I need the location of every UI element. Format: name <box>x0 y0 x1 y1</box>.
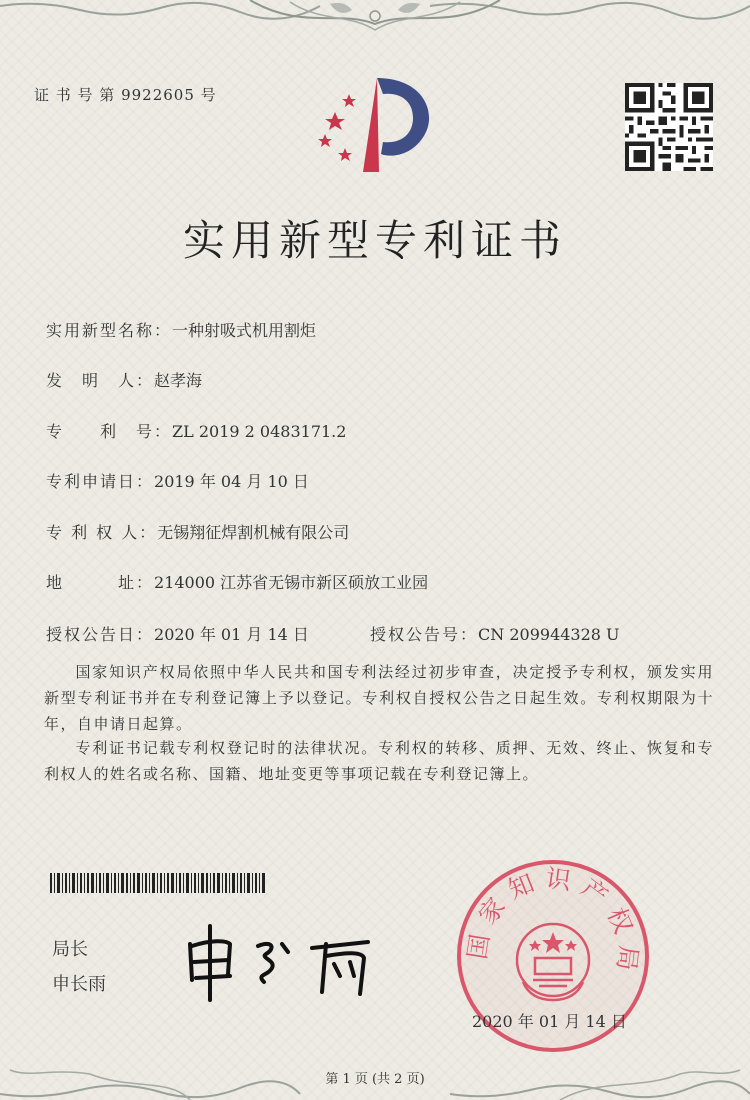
field-filing-date <box>46 469 309 492</box>
director-signature <box>180 918 380 1003</box>
certificate-number: 证 书 号 第 9922605 号 <box>34 86 217 104</box>
field-value: 2019 年 04 月 10 日 <box>154 472 309 491</box>
field-patentee <box>46 520 349 543</box>
field-announcement-date <box>46 622 309 645</box>
field-label: 授权公告号： <box>370 625 479 644</box>
field-label: 专 利 号： <box>46 422 173 441</box>
svg-text:国家知识产权局: 国家知识产权局 <box>462 863 644 982</box>
field-value: CN 209944328 U <box>478 625 620 644</box>
field-announcement-number <box>370 622 620 645</box>
field-label: 发 明 人： <box>46 371 155 390</box>
field-utility-model-name <box>46 318 316 341</box>
page-number: 第 1 页 (共 2 页) <box>325 1072 425 1087</box>
director-title: 局长 <box>52 939 88 960</box>
field-inventor <box>46 368 202 391</box>
field-label: 专利申请日： <box>46 472 155 491</box>
field-label: 实用新型名称： <box>46 321 173 340</box>
issue-date: 2020 年 01 月 14 日 <box>472 1012 627 1031</box>
field-value: ZL 2019 2 0483171.2 <box>172 422 347 441</box>
body-paragraph-2: 专利证书记载专利权登记时的法律状况。专利权的转移、质押、无效、终止、恢复和专利权人的姓名或名称、国籍、地址变更等事项记载在专利登记簿上。 <box>44 739 714 783</box>
certificate-title: 实用新型专利证书 <box>182 216 567 265</box>
field-patent-number <box>46 419 346 442</box>
top-ornament-border <box>0 0 750 40</box>
field-value: 无锡翔征焊割机械有限公司 <box>157 523 350 542</box>
body-paragraph-1: 国家知识产权局依照中华人民共和国专利法经过初步审查，决定授予专利权，颁发实用新型专利证书并在专利登记簿上予以登记。专利权自授权公告之日起生效。专利权期限为十年，自申请日起算。 <box>44 663 714 733</box>
qr-code-icon <box>625 83 713 171</box>
bottom-ornament-border <box>0 1060 750 1100</box>
cnipa-emblem-icon <box>305 72 445 182</box>
field-value: 2020 年 01 月 14 日 <box>154 625 309 644</box>
field-label: 地 址： <box>46 573 155 592</box>
field-label: 授权公告日： <box>46 625 155 644</box>
field-address <box>46 570 428 593</box>
director-name: 申长雨 <box>52 974 106 995</box>
field-value: 214000 江苏省无锡市新区硕放工业园 <box>154 573 429 592</box>
barcode <box>50 873 266 893</box>
field-value: 一种射吸式机用割炬 <box>172 321 317 340</box>
field-value: 赵孝海 <box>154 371 203 390</box>
field-label: 专 利 权 人： <box>46 523 158 542</box>
